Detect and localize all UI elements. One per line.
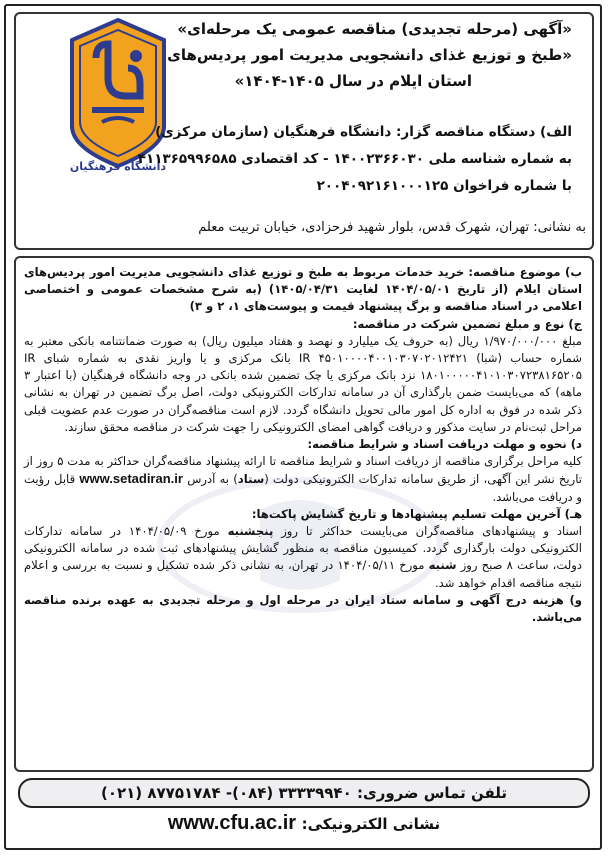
- section-e-text-2: مورخ ۱۴۰۴/۰۵/۰۹ در سامانه تدارکات الکترونیکی دولت بارگذاری گردد. کمیسیون مناقصه به منظور گشایش پیشنهادهای ثبت شده در سامانه الکترونیکی دولت، ساعت ۸ صبح روز: [24, 524, 583, 573]
- university-logo: [68, 18, 168, 168]
- call-number-line: با شماره فراخوان ۲۰۰۴۰۹۲۱۶۱۰۰۰۱۲۵: [316, 178, 572, 194]
- title-line-2: «طبخ و توزیع غذای دانشجویی مدیریت امور پردیس‌های: [167, 46, 572, 64]
- section-c-title: ج) نوع و مبلغ تضمین شرکت در مناقصه:: [352, 316, 582, 331]
- website-label: نشانی الکترونیکی:: [301, 815, 441, 833]
- header-box: [14, 12, 594, 250]
- section-d-text-3: قابل رؤیت و دریافت می‌باشد.: [24, 472, 582, 504]
- organizer-line: الف) دستگاه مناقصه گزار: دانشگاه فرهنگیان (سازمان مرکزی): [155, 124, 572, 140]
- website-link[interactable]: www.cfu.ac.ir: [167, 812, 297, 834]
- section-b: [24, 264, 582, 316]
- national-id-line: به شماره شناسه ملی ۱۴۰۰۲۳۶۶۰۳۰ - کد اقتصادی ۴۱۱۳۶۵۹۹۶۵۸۵: [137, 151, 572, 167]
- phone-label: تلفن تماس ضروری:: [356, 784, 508, 802]
- section-d-text-2: ) به آدرس: [187, 472, 238, 487]
- section-d-text-1: کلیه مراحل برگزاری مناقصه از دریافت اسناد و شرایط مناقصه تا ارائه پیشنهاد مناقصه‌گران حداکثر به مدت ۵ روز از تاریخ نشر این آگهی، از طریق سامانه تدارکات الکترونیکی دولت (: [24, 454, 582, 487]
- section-b-text: خرید خدمات مربوط به طبخ و توزیع غذای دانشجویی مدیریت امور پردیس‌های استان ایلام (از تاریخ ۱۴۰۴/۰۵/۰۱ لغایت ۱۴۰۵/۰۴/۳۱) (به شرح مشخصات عمومی و اختصاصی اعلامی در اسناد مناقصه و برگ پیشنهاد قیمت و پیوست‌های ۱، ۲ و ۳): [24, 265, 583, 314]
- title-line-3: استان ایلام در سال ۱۴۰۵-۱۴۰۴»: [234, 72, 472, 90]
- title-line-1: «آگهی (مرحله تجدیدی) مناقصه عمومی یک مرحله‌ای»: [177, 20, 572, 38]
- section-c-text: مبلغ ۱/۹۷۰/۰۰۰/۰۰۰ ریال (به حروف یک میلیارد و نهصد و هفتاد میلیون ریال) به صورت ضمانتنامه بانکی معتبر به شماره حساب (شبا) IR ۴۵۰۱۰۰۰۰۴۰۰۱۰۳۰۷۰۲۰۱۲۴۲۱ بانک مرکزی و یا واریز نقدی به شماره شبای IR ۱۸۰۱۰۰۰۰۰۴۱۰۱۰۳۰۷۲۳۸۱۶۵۲۰۵ نزد بانک مرکزی یا چک تضمین شده بانکی در وجه دانشگاه فرهنگیان (با اعتبار ۳ ماهه) که می‌بایست ضمن بارگذاری آن در سامانه تدارکات الکترونیکی دولت، اصل برگ تضمین در تهران به نشانی ذکر شده در فوق به اداره کل امور مالی تحویل دانشگاه گردد. لازم است مناقصه‌گران در صورت عدم عضویت قبلی مراحل ثبت‌نام در سایت مذکور و دریافت گواهی امضای الکترونیکی را جهت شرکت در مناقصه محقق سازند.: [24, 333, 582, 434]
- phone-bar: [18, 778, 590, 808]
- tender-details: [14, 256, 594, 772]
- section-e-text: [24, 523, 582, 592]
- section-e-text-1: اسناد و پیشنهادهای مناقصه‌گران می‌بایست حداکثر تا روز: [281, 524, 583, 539]
- section-f-text: و) هزینه درج آگهی و سامانه ستاد ایران در مرحله اول و مرحله تجدیدی به عهده برنده مناقصه می‌باشد.: [24, 592, 582, 625]
- setad-website-link[interactable]: www.setadiran.ir: [79, 471, 183, 487]
- section-d-text: [24, 453, 582, 506]
- section-e-text-3: مورخ ۱۴۰۴/۰۵/۱۱ در تهران، به نشانی ذکر شده تشکیل و نسبت به بررسی و اعلام نتیجه مناقصه اقدام خواهد شد.: [24, 558, 582, 590]
- section-b-title: ب) موضوع مناقصه:: [468, 265, 582, 279]
- section-e-title: هـ) آخرین مهلت تسلیم پیشنهادها و تاریخ گشایش پاکت‌ها:: [251, 506, 582, 521]
- opening-day: شنبه: [428, 558, 457, 573]
- submission-day: پنجشنبه: [227, 524, 274, 539]
- logo-caption: دانشگاه فرهنگیان: [69, 160, 167, 173]
- phone-numbers[interactable]: ۳۳۳۳۹۹۴۰ (۰۸۴)- ۸۷۷۵۱۷۸۴ (۰۲۱): [100, 784, 352, 802]
- setad-label: ستاد: [237, 472, 265, 487]
- website-line: [0, 812, 608, 835]
- address-line: به نشانی: تهران، شهرک قدس، بلوار شهید فرحزادی، خیابان تربیت معلم: [198, 220, 586, 235]
- section-d-title: د) نحوه و مهلت دریافت اسناد و شرایط مناقصه:: [307, 437, 582, 452]
